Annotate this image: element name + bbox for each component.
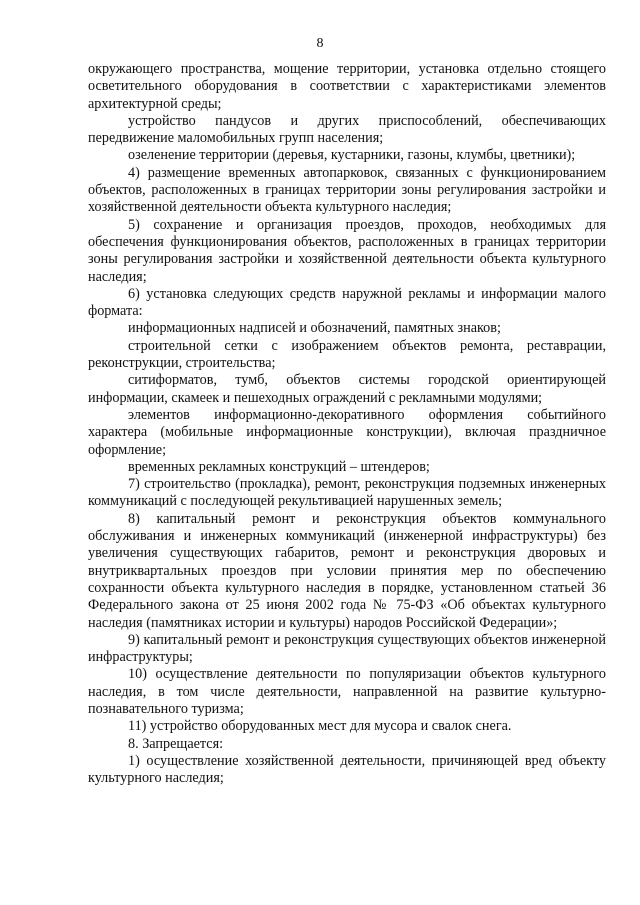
paragraph: 4) размещение временных автопарковок, связанных с функционированием объектов, расположенных в границах территории зоны регулирования застройки и хозяйственной деятельности объекта культурного наследия; [88,164,606,216]
paragraph: строительной сетки с изображением объектов ремонта, реставрации, реконструкции, строительства; [88,337,606,372]
paragraph: устройство пандусов и других приспособлений, обеспечивающих передвижение маломобильных групп населения; [88,112,606,147]
paragraph: 8. Запрещается: [128,735,224,752]
paragraph: озеленение территории (деревья, кустарники, газоны, клумбы, цветники); [128,147,576,164]
paragraph: 1) осуществление хозяйственной деятельности, причиняющей вред объекту культурного наследия; [88,752,606,787]
paragraph: 9) капитальный ремонт и реконструкция существующих объектов инженерной инфраструктуры; [88,631,606,666]
paragraph: 11) устройство оборудованных мест для мусора и свалок снега. [128,718,512,735]
paragraph: 10) осуществление деятельности по популяризации объектов культурного наследия, в том числе деятельности, направленной на развитие культурно-познавательного туризма; [88,666,606,717]
paragraph: 5) сохранение и организация проездов, проходов, необходимых для обеспечения функционирования объектов, расположенных в границах территории зоны регулирования застройки и хозяйственной деятельности объекта культурного наследия; [88,216,606,285]
paragraph: 6) установка следующих средств наружной рекламы и информации малого формата: [88,285,606,320]
paragraph: окружающего пространства, мощение территории, установка отдельно стоящего осветительного оборудования в соответствии с характеристиками элементов архитектурной среды; [88,61,606,112]
document-body [88,61,606,787]
paragraph: ситиформатов, тумб, объектов системы городской ориентирующей информации, скамеек и пешеходных ограждений с рекламными модулями; [88,372,606,406]
paragraph: 8) капитальный ремонт и реконструкция объектов коммунального обслуживания и инженерных коммуникаций (инженерной инфраструктуры) без увеличения существующих габаритов, ремонт и реконструкция дворовых и внутриквартальных проездов при условии принятия мер по обеспечению сохранности объекта культурного наследия в порядке, установленном статьей 36 Федерального закона от 25 июня 2002 года № 75-ФЗ «Об объектах культурного наследия (памятниках истории и культуры) народов Российской Федерации»; [88,510,606,631]
paragraph: элементов информационно-декоративного оформления событийного характера (мобильные информационные конструкции), включая праздничное оформление; [88,406,606,458]
page-number: 8 [316,36,324,51]
paragraph: 7) строительство (прокладка), ремонт, реконструкция подземных инженерных коммуникаций с последующей рекультивацией нарушенных земель; [88,476,606,510]
paragraph: информационных надписей и обозначений, памятных знаков; [128,320,501,337]
paragraph: временных рекламных конструкций – штендеров; [128,458,430,475]
